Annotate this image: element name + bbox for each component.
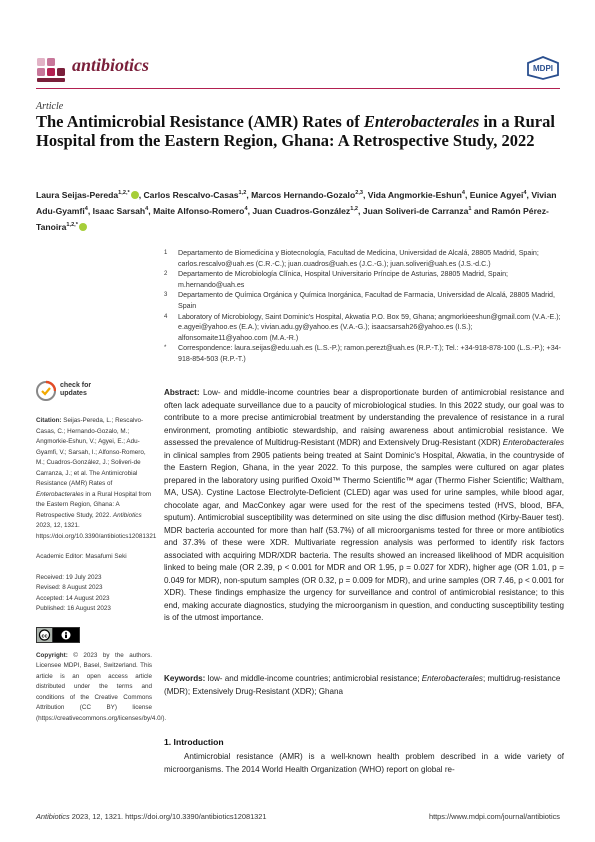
author-name: Eunice Agyei: [469, 189, 524, 200]
publisher-logo-icon: [526, 56, 560, 80]
author-affiliation-marker: 4: [244, 205, 248, 212]
author-name: Ramón Pérez-Tanoira: [36, 205, 549, 232]
cc-by-license-icon[interactable]: [36, 627, 80, 643]
author-list: [36, 186, 566, 234]
journal-name: antibiotics: [72, 55, 150, 75]
footer-journal-link[interactable]: https://www.mdpi.com/journal/antibiotics: [428, 812, 560, 821]
received-date: Received: 19 July 2023: [36, 573, 102, 581]
academic-editor: Academic Editor: Masafumi Seki: [36, 553, 127, 560]
affiliation-number: 1: [164, 250, 168, 256]
affiliation-number: 2: [164, 271, 168, 278]
citation: Citation: Seijas-Pereda, L.; Rescalvo-Casas, C.; Hernando-Gozalo, M.; Angmorkie-Eshun, V.; Agyei, E.; Adu-Gyamfi, V.; Sarsah, I.; Alfonso-Romero, M.; Cuadros-González, J.; Soliveri-de Carranza, J.; et al. The Antimicrobial Resistance (AMR) Rates of Enterobacterales in a Rural Hospital from the Eastern Region, Ghana: A Retrospective Study, 2022. Antibiotics 2023, 12, 1321. https://doi.org/10.3390/antibiotics12081321: [36, 417, 157, 540]
author-affiliation-marker: 1,2,*: [118, 190, 130, 196]
author-name: Marcos Hernando-Gozalo: [251, 189, 356, 200]
svg-text:MDPI: MDPI: [533, 64, 553, 73]
author-affiliation-marker: 1,2,*: [66, 221, 78, 228]
check-for-updates-badge[interactable]: [36, 378, 152, 406]
author-name: Vivian Adu-Gyamfi: [36, 189, 557, 216]
author-affiliation-marker: 4: [145, 205, 149, 212]
accepted-date: Accepted: 14 August 2023: [36, 594, 110, 602]
affiliation-number: 4: [164, 313, 168, 320]
sidebar: [36, 378, 167, 724]
affiliation-item: [164, 343, 564, 364]
author-name: Laura Seijas-Pereda: [36, 189, 119, 200]
author-separator: ,: [138, 189, 144, 200]
affiliation-item: [164, 248, 564, 269]
author-separator: ,: [464, 189, 470, 200]
author-name: Carlos Rescalvo-Casas: [143, 189, 239, 200]
author-separator: ,: [247, 205, 253, 216]
copyright-notice: Copyright: © 2023 by the authors. Licensee MDPI, Basel, Switzerland. This article is an open access article distributed under the terms and conditions of the Creative Commons Attribution (CC BY) license (https://creativecommons.org/licenses/by/4.0/).: [36, 651, 167, 722]
check-for-updates-icon: [36, 380, 56, 402]
affiliation-number: *: [164, 345, 167, 352]
footer-citation[interactable]: Antibiotics 2023, 12, 1321. https://doi.org/10.3390/antibiotics12081321: [36, 812, 267, 821]
journal-header: [36, 52, 560, 86]
affiliations: [164, 248, 564, 365]
journal-logo-icon: [36, 54, 66, 84]
author-separator: ,: [87, 205, 93, 216]
introduction-paragraph: Antimicrobial resistance (AMR) is a well-known health problem described in a wide variety of microorganisms. The 2014 World Health Organization (WHO) report on global re-: [164, 752, 564, 774]
affiliation-text: Departamento de Biomedicina y Biotecnología, Facultad de Medicina, Universidad de Alcalá, 28805 Madrid, Spain; carlos.rescalvo@uah.es (C.R.-C.); juan.cuadros@uah.es (J.C.-G.); juan.soliveri@uah.es (J.S.-d.C.): [178, 249, 539, 268]
affiliation-text: Correspondence: laura.seijas@edu.uah.es (L.S.-P.); ramon.perezt@uah.es (R.P.-T.); Tel.: +34-918-878-100 (L.S.-P.); +34-918-854-503 (R.P.-T.): [178, 344, 561, 363]
author-separator: ,: [148, 205, 154, 216]
affiliation-number: 3: [164, 292, 168, 299]
article-type: Article: [36, 101, 64, 112]
author-name: Juan Soliveri-de Carranza: [362, 205, 469, 216]
affiliation-text: Departamento de Microbiología Clínica, Hospital Universitario Príncipe de Asturias, 28805 Madrid, Spain; m.hernando@uah.es: [178, 270, 509, 289]
affiliation-item: [164, 269, 564, 290]
author-name: Juan Cuadros-González: [252, 205, 351, 216]
author-separator: and: [471, 205, 492, 216]
author-affiliation-marker: 1: [468, 205, 472, 212]
dates: [36, 573, 152, 615]
article-title: The Antimicrobial Resistance (AMR) Rates of Enterobacterales in a Rural Hospital from the Eastern Region, Ghana: A Retrospective Study, 2022: [36, 112, 555, 150]
author-affiliation-marker: 1,2: [238, 190, 247, 196]
author-affiliation-marker: 2,3: [355, 190, 363, 196]
author-separator: ,: [526, 189, 532, 200]
revised-date: Revised: 8 August 2023: [36, 584, 103, 591]
abstract: Abstract: Low- and middle-income countries bear a disproportionate burden of antimicrobial resistance and often lack adequate surveillance due to a paucity of microbiological studies. In this 2022 study, our goal was to contribute to a more precise antimicrobial treatment by understanding the prevalence of resistance in a rural environment, promoting antibiotic stewardship, and raising awareness about antimicrobial resistance. We assessed the prevalence of Multidrug-Resistant (MDR) and Extensively Drug-Resistant (XDR) Enterobacterales in clinical samples from 2905 patients being treated at Saint Dominic's Hospital, Akwatia, in the countryside of the Eastern Region, Ghana, in the year 2022. To this purpose, the samples were cultured on agar plates prepared in the laboratory using purified Oxoid™ Thermo Scientific™ agar (Thermo Fisher Scientific; Waltham, MA, USA). Cystine Lactose Electrolyte-Deficient (CLED) agar was used for urine samples, while blood agar, chocolate agar, and MacConkey agar were used for the rest of the specimens tested (HVS, blood, BFA, sputum). Antimicrobial susceptibility was determined on site using the disc diffusion method (Kirby-Bauer test). MDR bacteria accounted for more than half (53.7%) of all microorganisms tested for three or more antibiotics and 37.3% of these were XDR. Multivariate regression analysis was performed to identify risk factors associated with acquiring MDR/XDR bacteria. The results showed an increased likelihood of MDR acquisition linked to being male (OR 2.39, p < 0.001 for MDR and OR 1.95, p = 0.027 for XDR), higher age (OR 1.01, p = 0.049 for MDR), non-sputum samples (OR 0.32, p = 0.009 for MDR), and urine samples (OR 7.46, p < 0.001 for XDR). These findings emphasize the urgency for surveillance and control of antimicrobial resistance; to this end, making accurate diagnostics, studying the microorganism in question, and conducting susceptibility testing is of the utmost importance.: [164, 388, 564, 622]
author-affiliation-marker: 4: [461, 190, 465, 196]
author-affiliation-marker: 1,2: [350, 205, 359, 212]
affiliation-text: Departamento de Química Orgánica y Química Inorgánica, Facultad de Farmacia, Universidad de Alcalá, 28805 Madrid, Spain: [178, 291, 555, 310]
author-name: Vida Angmorkie-Eshun: [367, 189, 462, 200]
keywords: Keywords: low- and middle-income countries; antimicrobial resistance; Enterobacterales; multidrug-resistance (MDR); Extensively Drug-Resistant (XDR); Ghana: [164, 674, 561, 696]
author-separator: ,: [358, 205, 363, 216]
check-for-updates-label: check for updates: [60, 382, 92, 397]
author-separator: ,: [246, 189, 252, 200]
author-separator: ,: [362, 189, 368, 200]
author-name: Maite Alfonso-Romero: [153, 205, 245, 216]
affiliation-text: Laboratory of Microbiology, Saint Dominic's Hospital, Akwatia P.O. Box 59, Ghana; angmorkieeshun@gmail.com (V.A.-E.); e.agyei@yahoo.es (E.A.); vivian.adu.gy@yahoo.es (V.A.-G.); isaacsarsah26@yahoo.es (I.S.); alfonsomaite11@yahoo.com (M.A.-R.): [178, 312, 561, 342]
svg-text:cc: cc: [41, 632, 48, 639]
section-heading-introduction: 1. Introduction: [164, 737, 224, 747]
orcid-icon[interactable]: [131, 191, 139, 199]
orcid-icon[interactable]: [79, 223, 87, 231]
affiliation-item: [164, 290, 564, 311]
affiliation-item: [164, 312, 564, 344]
header-rule: [36, 88, 560, 89]
author-name: Isaac Sarsah: [92, 205, 146, 216]
author-affiliation-marker: 4: [523, 190, 527, 196]
published-date: Published: 16 August 2023: [36, 605, 111, 612]
author-affiliation-marker: 4: [84, 205, 88, 212]
